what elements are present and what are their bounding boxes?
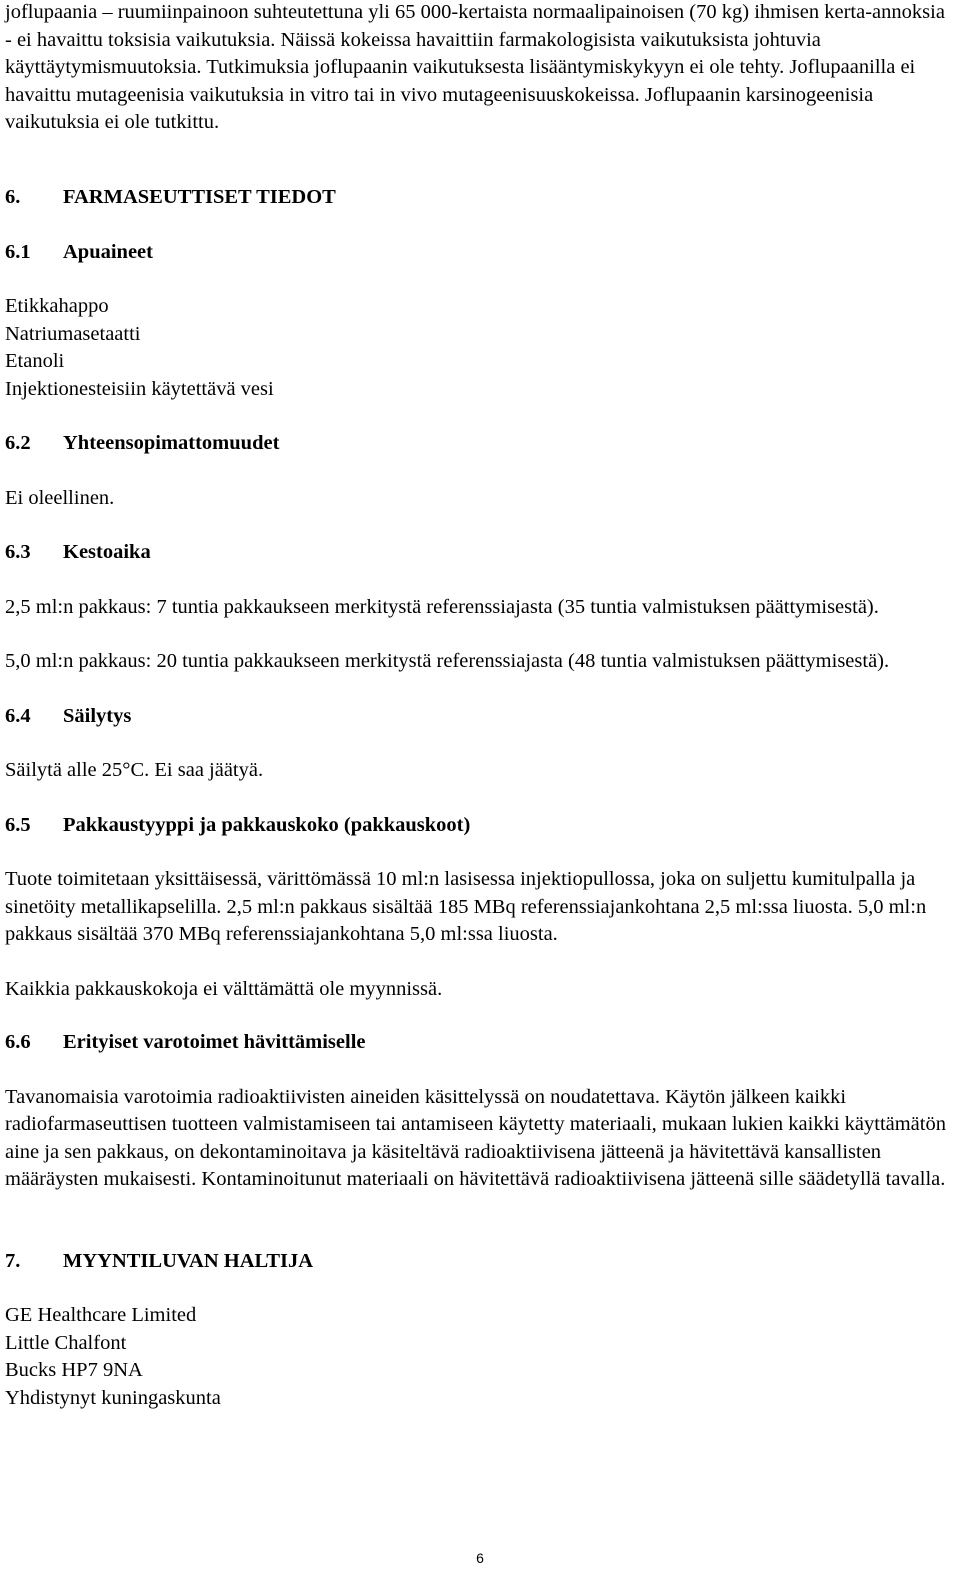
page-number: 6 (476, 1550, 484, 1566)
section-6-2-text: Ei oleellinen. (5, 486, 115, 509)
section-6-3-title: Kestoaika (63, 541, 151, 563)
excipient-item: Natriumasetaatti (5, 322, 141, 345)
address-line: Little Chalfont (5, 1331, 127, 1354)
package-availability: Kaikkia pakkauskokoja ei välttämättä ole myynnissä. (5, 977, 443, 1000)
address-line: Yhdistynyt kuningaskunta (5, 1386, 221, 1409)
section-7-title: MYYNTILUVAN HALTIJA (63, 1249, 314, 1272)
section-6-6-title: Erityiset varotoimet hävittämiselle (63, 1031, 366, 1053)
section-6-1-number: 6.1 (5, 240, 31, 263)
section-7-heading (5, 1248, 950, 1276)
section-6-4-heading (5, 703, 950, 731)
section-6-5-heading (5, 812, 950, 840)
section-6-heading (5, 184, 950, 212)
excipients-list (5, 293, 950, 403)
disposal-text: Tavanomaisia varotoimia radioaktiivisten aineiden käsittelyssä on noudatettava. Käytön jälkeen kaikki radiofarmaseuttisen tuotteen valmistamiseen tai antamiseen käytetty materiaali, mukaan lukien kaikki käyttämätön aine ja sen pakkaus, on dekontaminoitava ja käsiteltävä radioaktiivisena jätteenä ja hävitettävä kansallisten määräysten mukaisesti. Kontaminoitunut materiaali on hävitettävä radioaktiivisena jätteenä sille säädetyllä tavalla. (5, 1085, 946, 1190)
section-6-number: 6. (5, 186, 21, 208)
section-6-title: FARMASEUTTISET TIEDOT (63, 186, 336, 208)
excipient-item: Injektionesteisiin käytettävä vesi (5, 377, 274, 400)
intro-paragraph: joflupaania – ruumiinpainoon suhteutettuna yli 65 000-kertaista normaalipainoisen (70 kg) ihmisen kerta-annoksia - ei havaittu toksisia vaikutuksia. Näissä kokeissa havaittiin farmakologisista vaikutuksista johtuvia käyttäytymismuutoksia. Tutkimuksia joflupaanin vaikutuksesta lisääntymiskykyyn ei ole tehty. Joflupaanilla ei havaittu mutageenisia vaikutuksia in vitro tai in vivo mutageenisuuskokeissa. Joflupaanin karsinogeenisia vaikutuksia ei ole tutkittu. (5, 1, 945, 133)
section-6-5-number: 6.5 (5, 813, 31, 836)
section-6-1-title: Apuaineet (63, 240, 153, 263)
section-6-2-heading (5, 430, 950, 458)
storage-text: Säilytä alle 25°C. Ei saa jäätyä. (5, 759, 264, 781)
section-6-6-heading (5, 1029, 950, 1057)
section-6-2-title: Yhteensopimattomuudet (63, 432, 280, 454)
shelf-life-2-5ml: 2,5 ml:n pakkaus: 7 tuntia pakkaukseen merkitystä referenssiajasta (35 tuntia valmistuksen päättymisestä). (5, 595, 879, 618)
section-6-5-title: Pakkaustyyppi ja pakkauskoko (pakkauskoot) (63, 813, 471, 836)
shelf-life-5-0ml: 5,0 ml:n pakkaus: 20 tuntia pakkaukseen merkitystä referenssiajasta (48 tuntia valmistuksen päättymisestä). (5, 650, 890, 672)
section-6-4-number: 6.4 (5, 704, 31, 727)
section-6-4-title: Säilytys (63, 704, 132, 727)
section-6-2-number: 6.2 (5, 432, 31, 454)
marketing-authorisation-holder-address (5, 1302, 950, 1412)
section-6-3-number: 6.3 (5, 541, 31, 563)
document-page (5, 0, 950, 1412)
section-6-1-heading (5, 239, 950, 267)
excipient-item: Etanoli (5, 350, 65, 372)
package-description: Tuote toimitetaan yksittäisessä, värittömässä 10 ml:n lasisessa injektiopullossa, joka on suljettu kumitulpalla ja sinetöity metallikapselilla. 2,5 ml:n pakkaus sisältää 185 MBq referenssiajankohtana 2,5 ml:ssa liuosta. 5,0 ml:n pakkaus sisältää 370 MBq referenssiajankohtana 5,0 ml:ssa liuosta. (5, 868, 927, 945)
address-line: GE Healthcare Limited (5, 1304, 197, 1326)
address-line: Bucks HP7 9NA (5, 1359, 143, 1381)
section-7-number: 7. (5, 1249, 21, 1272)
excipient-item: Etikkahappo (5, 295, 109, 317)
section-6-6-number: 6.6 (5, 1031, 31, 1053)
section-6-3-heading (5, 539, 950, 567)
